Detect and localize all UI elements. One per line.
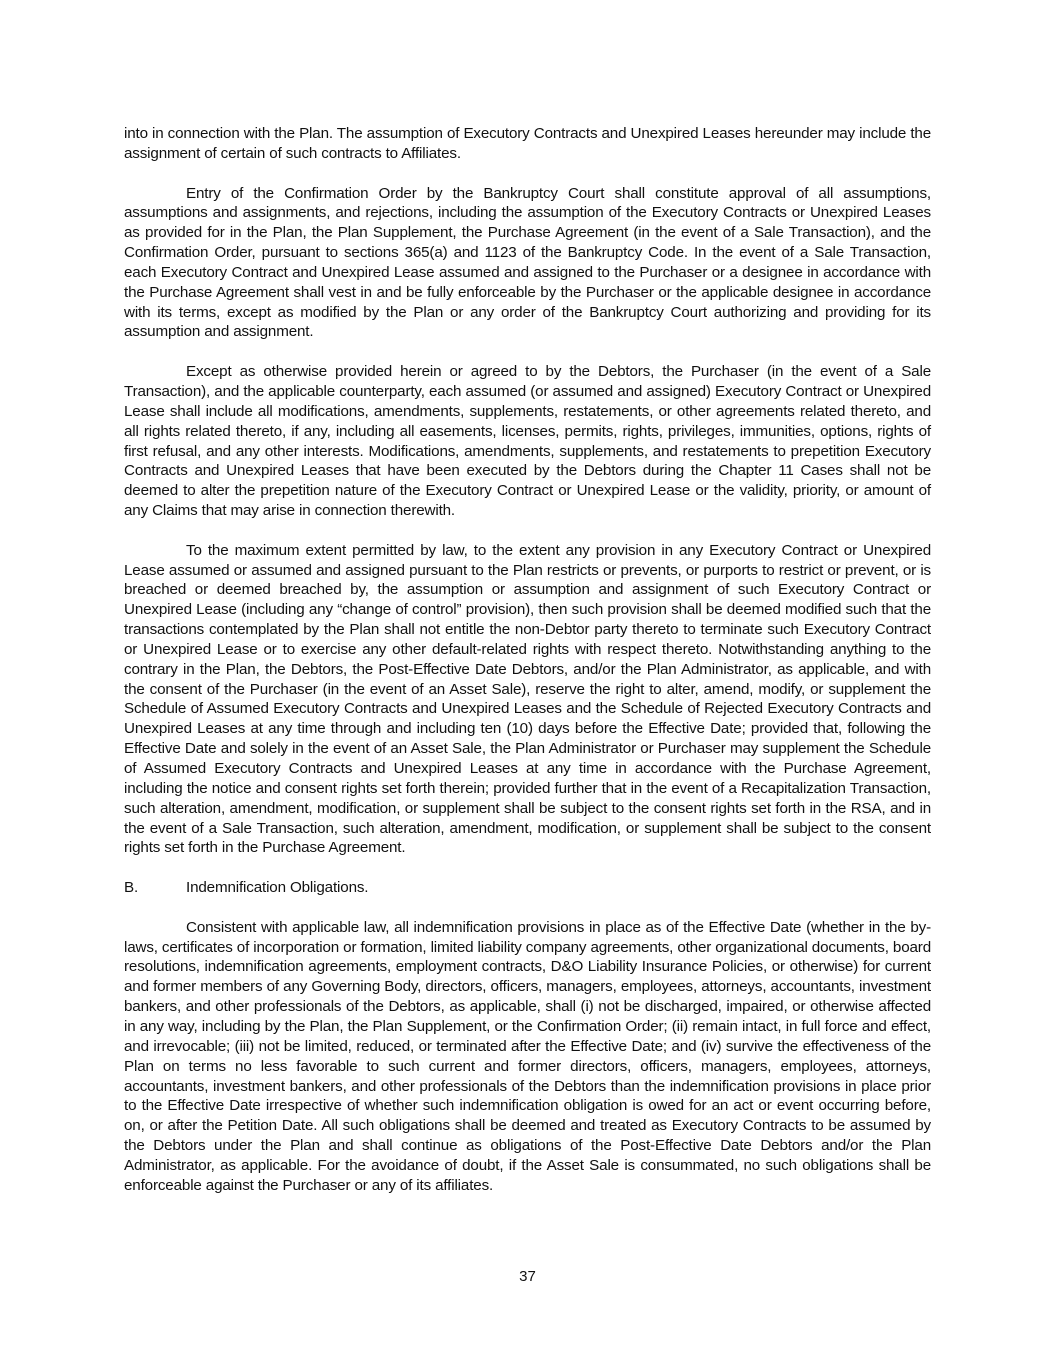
section-number: B. xyxy=(124,879,139,897)
paragraph-continuation: into in connection with the Plan. The assumption of Executory Contracts and Unexpired Leases hereunder may include the assignment of certain of such contracts to Affiliates. xyxy=(124,125,931,162)
paragraph-indemnification: Consistent with applicable law, all indemnification provisions in place as of the Effective Date (whether in the by-laws, certificates of incorporation or formation, limited liability company agreements, other organizational documents, board resolutions, indemnification agreements, employment contracts, D&O Liability Insurance Policies, or otherwise) for current and former members of any Governing Body, directors, officers, managers, employees, attorneys, accountants, investment bankers, and other professionals of the Debtors, as applicable, shall (i) not be discharged, impaired, or otherwise affected in any way, including by the Plan, the Plan Supplement, or the Confirmation Order; (ii) remain intact, in full force and effect, and irrevocable; (iii) not be limited, reduced, or terminated after the Effective Date; and (iv) survive the effectiveness of the Plan on terms no less favorable to such current and former directors, officers, managers, employees, attorneys, accountants, investment bankers, and other professionals of the Debtors than the indemnification provisions in place prior to the Effective Date irrespective of whether such indemnification obligation is owed for an act or event occurring before, on, or after the Petition Date. All such obligations shall be deemed and treated as Executory Contracts to be assumed by the Debtors under the Plan and shall continue as obligations of the Post-Effective Date Debtors and/or the Plan Administrator, as applicable. For the avoidance of doubt, if the Asset Sale is consummated, no such obligations shall be enforceable against the Purchaser or any of its affiliates. xyxy=(124,918,931,1194)
document-page xyxy=(124,124,931,1215)
section-heading xyxy=(124,878,931,898)
page-number: 37 xyxy=(519,1268,536,1285)
paragraph-modifications: Except as otherwise provided herein or agreed to by the Debtors, the Purchaser (in the event of a Sale Transaction), and the applicable counterparty, each assumed (or assumed and assigned) Executory Contract or Unexpired Lease shall include all modifications, amendments, supplements, restatements, or other agreements related thereto, and all rights related thereto, if any, including all easements, licenses, permits, rights, privileges, immunities, options, rights of first refusal, and any other interests. Modifications, amendments, supplements, and restatements to prepetition Executory Contracts and Unexpired Leases that have been executed by the Debtors during the Chapter 11 Cases shall not be deemed to alter the prepetition nature of the Executory Contract or Unexpired Lease or the validity, priority, or amount of any Claims that may arise in connection therewith. xyxy=(124,363,931,520)
paragraph-change-of-control: To the maximum extent permitted by law, to the extent any provision in any Executory Contract or Unexpired Lease assumed or assumed and assigned pursuant to the Plan restricts or prevents, or purports to restrict or prevent, or is breached or deemed breached by, the assumption or assumption and assignment of such Executory Contract or Unexpired Lease (including any “change of control” provision), then such provision shall be deemed modified such that the transactions contemplated by the Plan shall not entitle the non-Debtor party thereto to terminate such Executory Contract or Unexpired Lease or to exercise any other default-related rights with respect thereto. Notwithstanding anything to the contrary in the Plan, the Debtors, the Post-Effective Date Debtors, and/or the Plan Administrator, as applicable, and with the consent of the Purchaser (in the event of an Asset Sale), reserve the right to alter, amend, modify, or supplement the Schedule of Assumed Executory Contracts and Unexpired Leases and the Schedule of Rejected Executory Contracts and Unexpired Leases at any time through and including ten (10) days before the Effective Date; provided that, following the Effective Date and solely in the event of an Asset Sale, the Plan Administrator or Purchaser may supplement the Schedule of Assumed Executory Contracts and Unexpired Leases at any time in accordance with the Purchase Agreement, including the notice and consent rights set forth therein; provided further that in the event of a Recapitalization Transaction, such alteration, amendment, modification, or supplement shall be subject to the consent rights set forth in the RSA, and in the event of a Sale Transaction, such alteration, amendment, modification, or supplement shall be subject to the consent rights set forth in the Purchase Agreement. xyxy=(124,541,931,857)
paragraph-confirmation-order: Entry of the Confirmation Order by the Bankruptcy Court shall constitute approval of all assumptions, assumptions and assignments, and rejections, including the assumption of the Executory Contracts or Unexpired Leases as provided for in the Plan, the Plan Supplement, the Purchase Agreement (in the event of a Sale Transaction), and the Confirmation Order, pursuant to sections 365(a) and 1123 of the Bankruptcy Code. In the event of a Sale Transaction, each Executory Contract and Unexpired Lease assumed and assigned to the Purchaser or a designee in accordance with the Purchase Agreement shall vest in and be fully enforceable by the Purchaser or the applicable designee in accordance with its terms, except as modified by the Plan or any order of the Bankruptcy Court authorizing and providing for its assumption and assignment. xyxy=(124,184,931,341)
section-title: Indemnification Obligations. xyxy=(186,879,369,897)
